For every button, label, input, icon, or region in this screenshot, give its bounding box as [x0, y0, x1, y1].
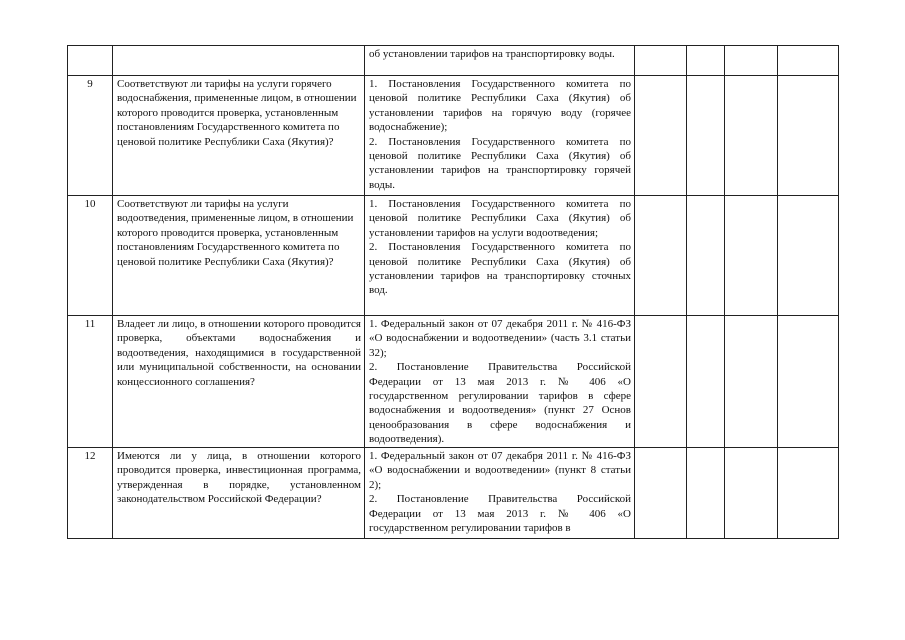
note-cell: [778, 46, 839, 76]
legal-basis-item: 1. Постановления Государственного комитета по ценовой политике Республики Саха (Якутия) об установлении тарифов на услуги водоотведения;: [369, 198, 631, 239]
table-row: [68, 448, 839, 539]
note-cell: [778, 76, 839, 196]
row-number: 10: [68, 196, 113, 316]
question-cell: [113, 448, 365, 539]
table-row: [68, 196, 839, 316]
table-row: [68, 76, 839, 196]
question-cell: [113, 316, 365, 448]
legal-basis-item: 2. Постановление Правительства Российской Федерации от 13 мая 2013 г. № 406 «О государственном регулировании тарифов в: [369, 493, 631, 535]
legal-basis-item: 2. Постановления Государственного комитета по ценовой политике Республики Саха (Якутия) об установлении тарифов на транспортировку горячей воды.: [369, 135, 631, 191]
legal-basis-item: 1. Постановления Государственного комитета по ценовой политике Республики Саха (Якутия) об установлении тарифов на горячую воду (горячее водоснабжение);: [369, 78, 631, 134]
answer-no-cell: [687, 76, 725, 196]
answer-yes-cell: [635, 196, 687, 316]
table-row: [68, 46, 839, 76]
legal-basis-item: 1. Федеральный закон от 07 декабря 2011 г. № 416-ФЗ «О водоснабжении и водоотведении» (часть 3.1 статьи 32);: [369, 318, 631, 359]
legal-basis-item: 1. Федеральный закон от 07 декабря 2011 г. № 416-ФЗ «О водоснабжении и водоотведении» (пункт 8 статьи 2);: [369, 450, 631, 491]
legal-basis-item: об установлении тарифов на транспортировку воды.: [369, 48, 615, 60]
answer-no-cell: [687, 46, 725, 76]
note-cell: [778, 196, 839, 316]
question-cell: Соответствуют ли тарифы на услуги горячего водоснабжения, примененные лицом, в отношении которого проводится проверка, установленным постановлениям Государственного комитета по ценовой политике Республики Саха (Якутия)?: [113, 76, 365, 196]
question-text: Имеются ли у лица, в отношении которого проводится проверка, инвестиционная программа, утвержденная в порядке, установленном законодательством Российской Федерации?: [117, 450, 361, 506]
answer-na-cell: [725, 448, 778, 539]
row-number: [68, 46, 113, 76]
legal-basis-cell: [365, 76, 635, 196]
legal-basis-cell: [365, 196, 635, 316]
note-cell: [778, 448, 839, 539]
legal-basis-cell: [365, 448, 635, 539]
note-cell: [778, 316, 839, 448]
answer-na-cell: [725, 76, 778, 196]
row-number: 9: [68, 76, 113, 196]
answer-na-cell: [725, 46, 778, 76]
answer-yes-cell: [635, 316, 687, 448]
answer-na-cell: [725, 196, 778, 316]
answer-yes-cell: [635, 76, 687, 196]
question-text: Владеет ли лицо, в отношении которого проводится проверка, объектами водоснабжения и водоотведения, находящимися в государственной или муниципальной собственности, на основании концессионного соглашения?: [117, 318, 361, 388]
answer-yes-cell: [635, 46, 687, 76]
legal-basis-cell: [365, 316, 635, 448]
answer-no-cell: [687, 448, 725, 539]
question-cell: Соответствуют ли тарифы на услуги водоотведения, примененные лицом, в отношении которого проводится проверка, установленным постановлениям Государственного комитета по ценовой политике Республики Саха (Якутия)?: [113, 196, 365, 316]
legal-basis-cell: [365, 46, 635, 76]
answer-no-cell: [687, 316, 725, 448]
checklist-table: [67, 45, 839, 539]
legal-basis-item: 2. Постановления Государственного комитета по ценовой политике Республики Саха (Якутия) об установлении тарифов на транспортировку сточных вод.: [369, 241, 631, 297]
answer-yes-cell: [635, 448, 687, 539]
question-cell: [113, 46, 365, 76]
row-number: 11: [68, 316, 113, 448]
answer-no-cell: [687, 196, 725, 316]
answer-na-cell: [725, 316, 778, 448]
legal-basis-item: 2. Постановление Правительства Российской Федерации от 13 мая 2013 г. № 406 «О государственном регулировании тарифов в сфере водоснабжения и водоотведения» (пункт 27 Основ ценообразования в сфере водоснабжения и водоотведения).: [369, 361, 631, 446]
row-number: 12: [68, 448, 113, 539]
table-row: [68, 316, 839, 448]
